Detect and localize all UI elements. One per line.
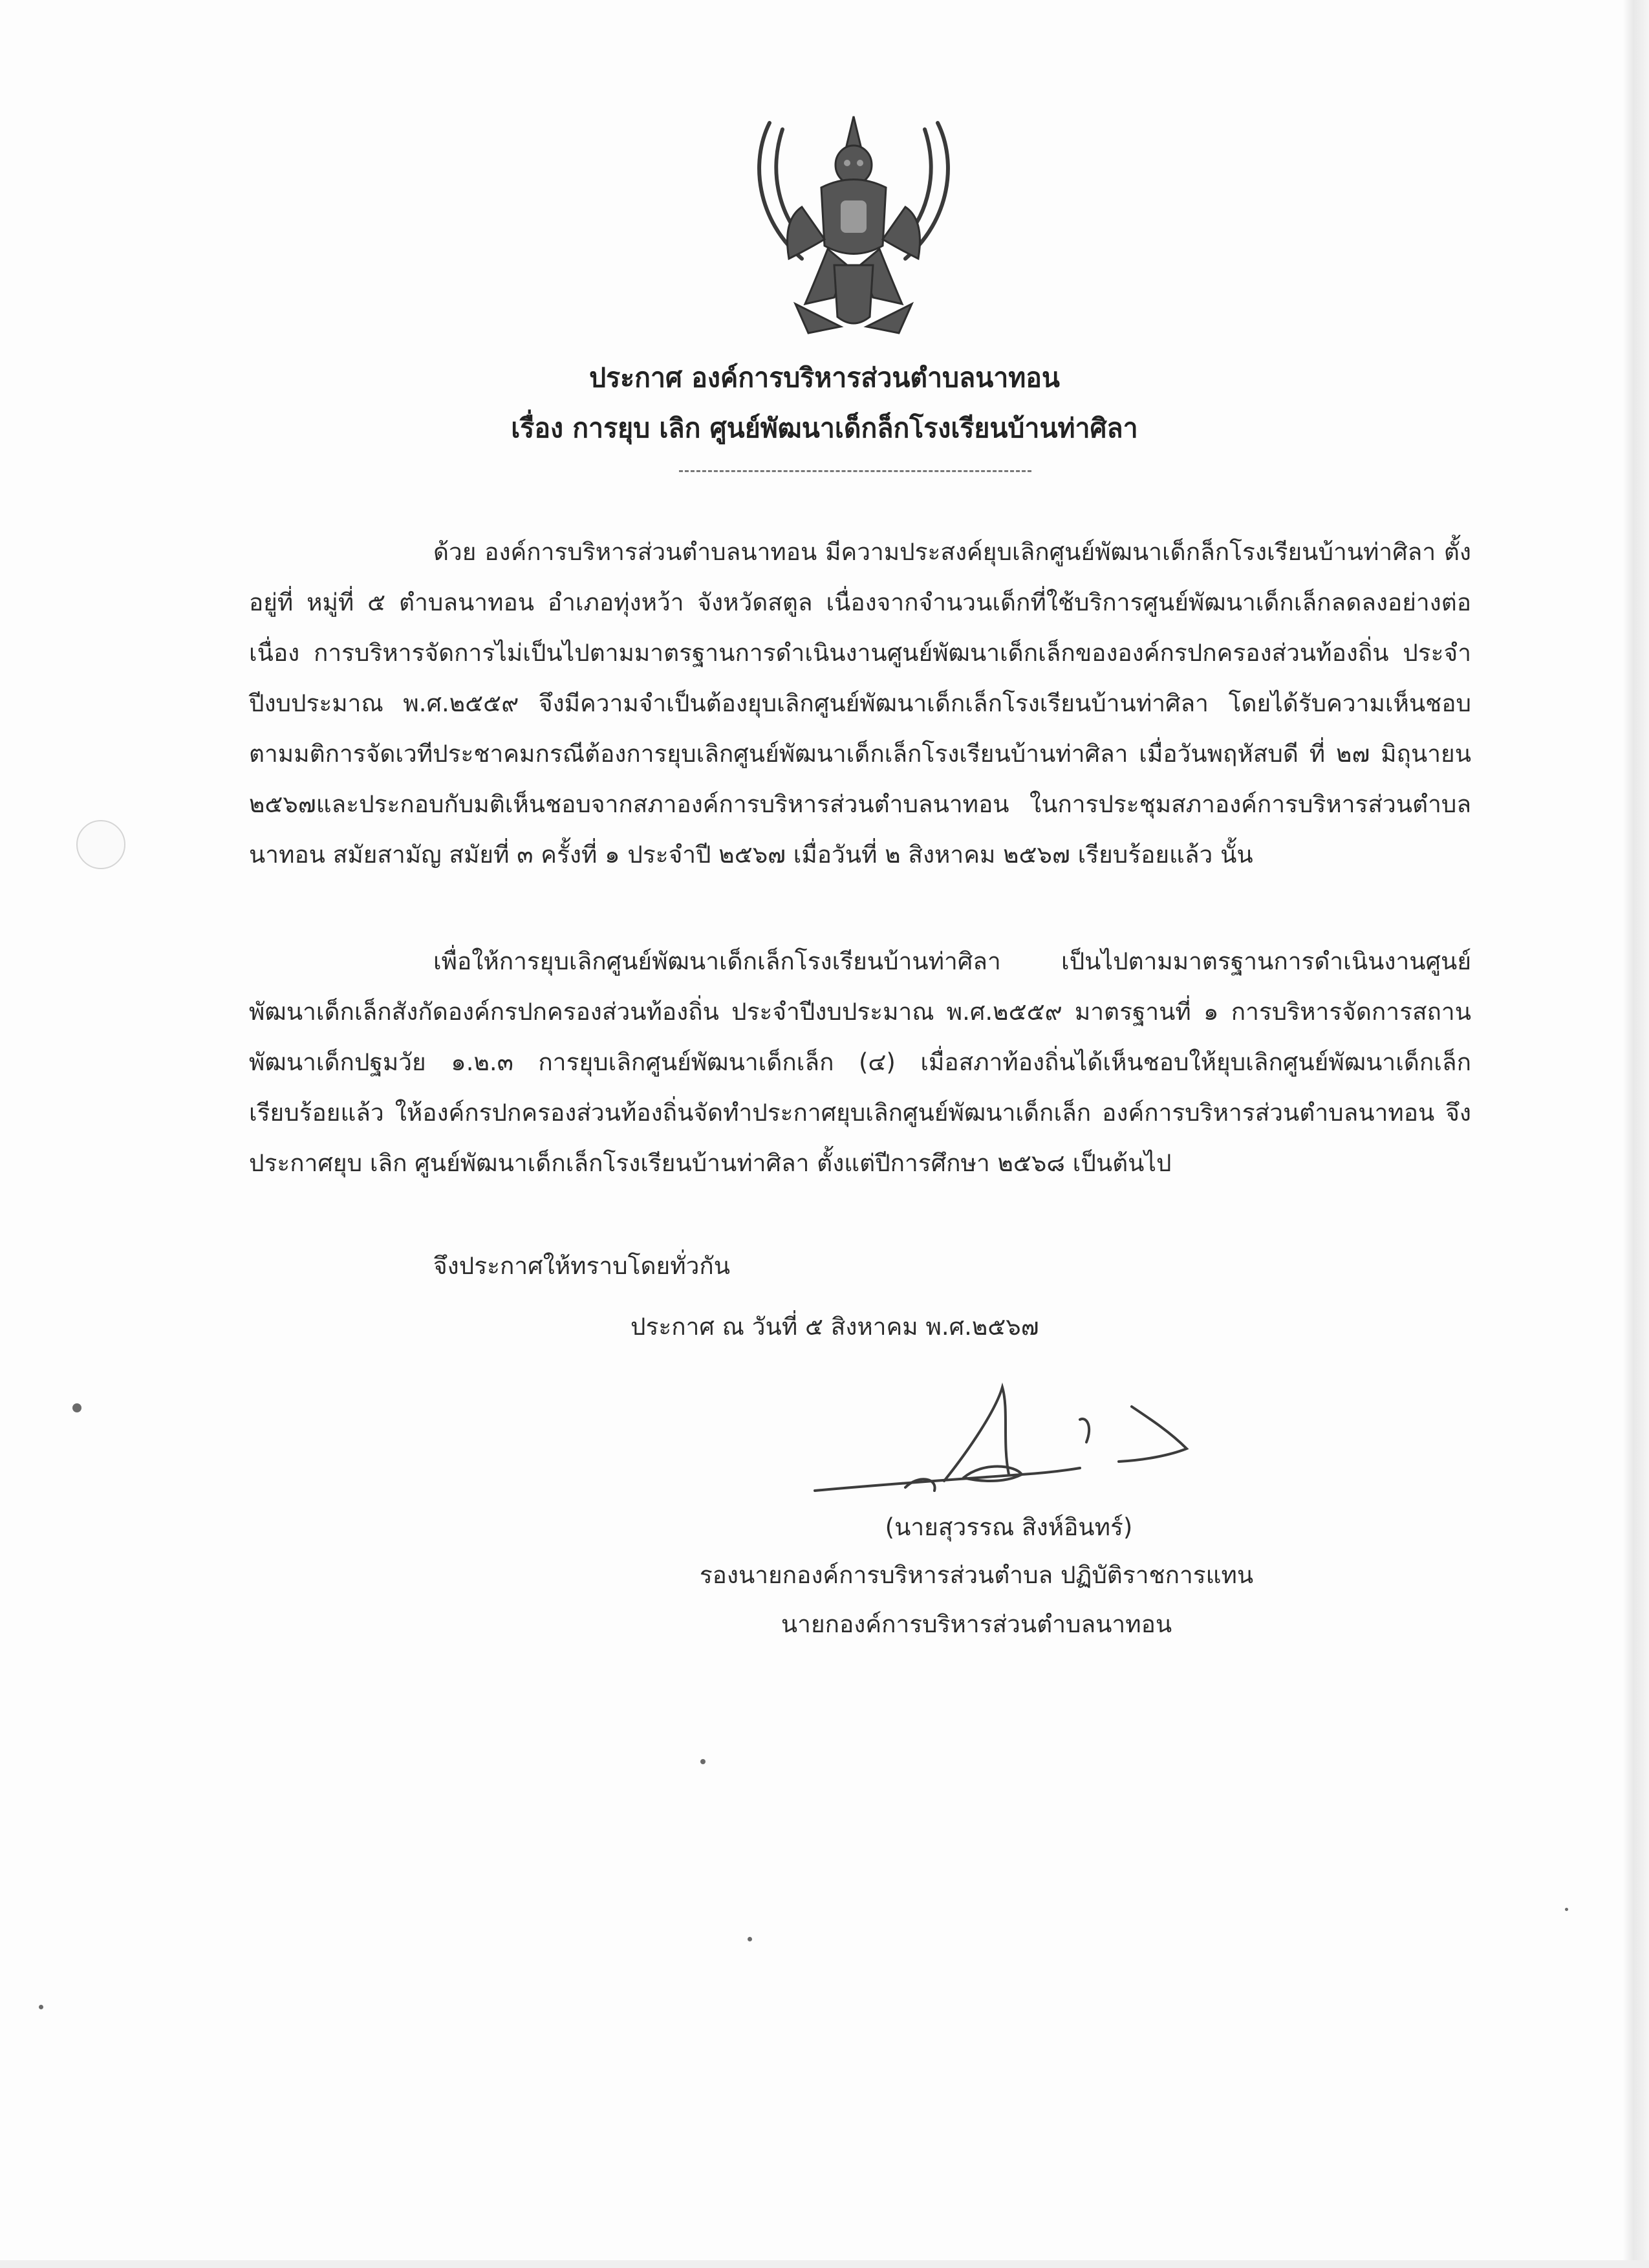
body-paragraph-2-block — [249, 936, 1471, 1189]
punch-hole-mark — [76, 820, 125, 869]
body-paragraph-2: เพื่อให้การยุบเลิกศูนย์พัฒนาเด็กเล็กโรงเรียนบ้านท่าศิลา เป็นไปตามมาตรฐานการดำเนินงานศูนย์พัฒนาเด็กเล็กสังกัดองค์กรปกครองส่วนท้องถิ่น ประจำปีงบประมาณ พ.ศ.๒๕๕๙ มาตรฐานที่ ๑ การบริหารจัดการสถานพัฒนาเด็กปฐมวัย ๑.๒.๓ การยุบเลิกศูนย์พัฒนาเด็กเล็ก (๔) เมื่อสภาท้องถิ่นได้เห็นชอบให้ยุบเลิกศูนย์พัฒนาเด็กเล็กเรียบร้อยแล้ว ให้องค์กรปกครองส่วนท้องถิ่นจัดทำประกาศยุบเลิกศูนย์พัฒนาเด็กเล็ก องค์การบริหารส่วนตำบลนาทอน จึงประกาศยุบ เลิก ศูนย์พัฒนาเด็กเล็กโรงเรียนบ้านท่าศิลา ตั้งแต่ปีการศึกษา ๒๕๖๘ เป็นต้นไป — [249, 947, 1471, 1177]
scan-speck — [1565, 1908, 1568, 1911]
signatory-position-2: นายกองค์การบริหารส่วนตำบลนาทอน — [781, 1610, 1172, 1638]
closing-line: จึงประกาศให้ทราบโดยทั่วกัน — [433, 1252, 731, 1280]
scan-speck — [748, 1937, 752, 1941]
divider-line — [679, 470, 1031, 472]
body-paragraph-1-block — [249, 527, 1471, 880]
announcement-title: ประกาศ องค์การบริหารส่วนตำบลนาทอน — [589, 362, 1060, 393]
body-paragraph-1: ด้วย องค์การบริหารส่วนตำบลนาทอน มีความประสงค์ยุบเลิกศูนย์พัฒนาเด็กล็กโรงเรียนบ้านท่าศิลา ตั้งอยู่ที่ หมู่ที่ ๕ ตำบลนาทอน อำเภอทุ่งหว้า จังหวัดสตูล เนื่องจากจำนวนเด็กที่ใช้บริการศูนย์พัฒนาเด็กเล็กลดลงอย่างต่อเนื่อง การบริหารจัดการไม่เป็นไปตามมาตรฐานการดำเนินงานศูนย์พัฒนาเด็กเล็กขององค์กรปกครองส่วนท้องถิ่น ประจำปีงบประมาณ พ.ศ.๒๕๕๙ จึงมีความจำเป็นต้องยุบเลิกศูนย์พัฒนาเด็กเล็กโรงเรียนบ้านท่าศิลา โดยได้รับความเห็นชอบตามมติการจัดเวทีประชาคมกรณีต้องการยุบเลิกศูนย์พัฒนาเด็กเล็กโรงเรียนบ้านท่าศิลา เมื่อวันพฤหัสบดี ที่ ๒๗ มิถุนายน ๒๕๖๗และประกอบกับมติเห็นชอบจากสภาองค์การบริหารส่วนตำบลนาทอน ในการประชุมสภาองค์การบริหารส่วนตำบลนาทอน สมัยสามัญ สมัยที่ ๓ ครั้งที่ ๑ ประจำปี ๒๕๖๗ เมื่อวันที่ ๒ สิงหาคม ๒๕๖๗ เรียบร้อยแล้ว นั้น — [249, 538, 1471, 869]
signatory-position-1: รองนายกองค์การบริหารส่วนตำบล ปฏิบัติราชการแทน — [699, 1561, 1254, 1589]
announcement-date: ประกาศ ณ วันที่ ๕ สิงหาคม พ.ศ.๒๕๖๗ — [630, 1313, 1039, 1341]
scan-speck — [39, 2005, 43, 2009]
scan-edge-bottom — [0, 2260, 1649, 2268]
scan-speck — [700, 1759, 706, 1764]
announcement-subject: เรื่อง การยุบ เลิก ศูนย์พัฒนาเด็กล็กโรงเรียนบ้านท่าศิลา — [511, 413, 1138, 444]
signatory-name: (นายสุวรรณ สิงห์อินทร์) — [885, 1513, 1133, 1541]
scan-speck — [72, 1403, 81, 1412]
garuda-emblem-icon — [744, 110, 964, 343]
handwritten-signature-icon — [808, 1371, 1196, 1513]
scan-edge-right — [1623, 0, 1649, 2268]
